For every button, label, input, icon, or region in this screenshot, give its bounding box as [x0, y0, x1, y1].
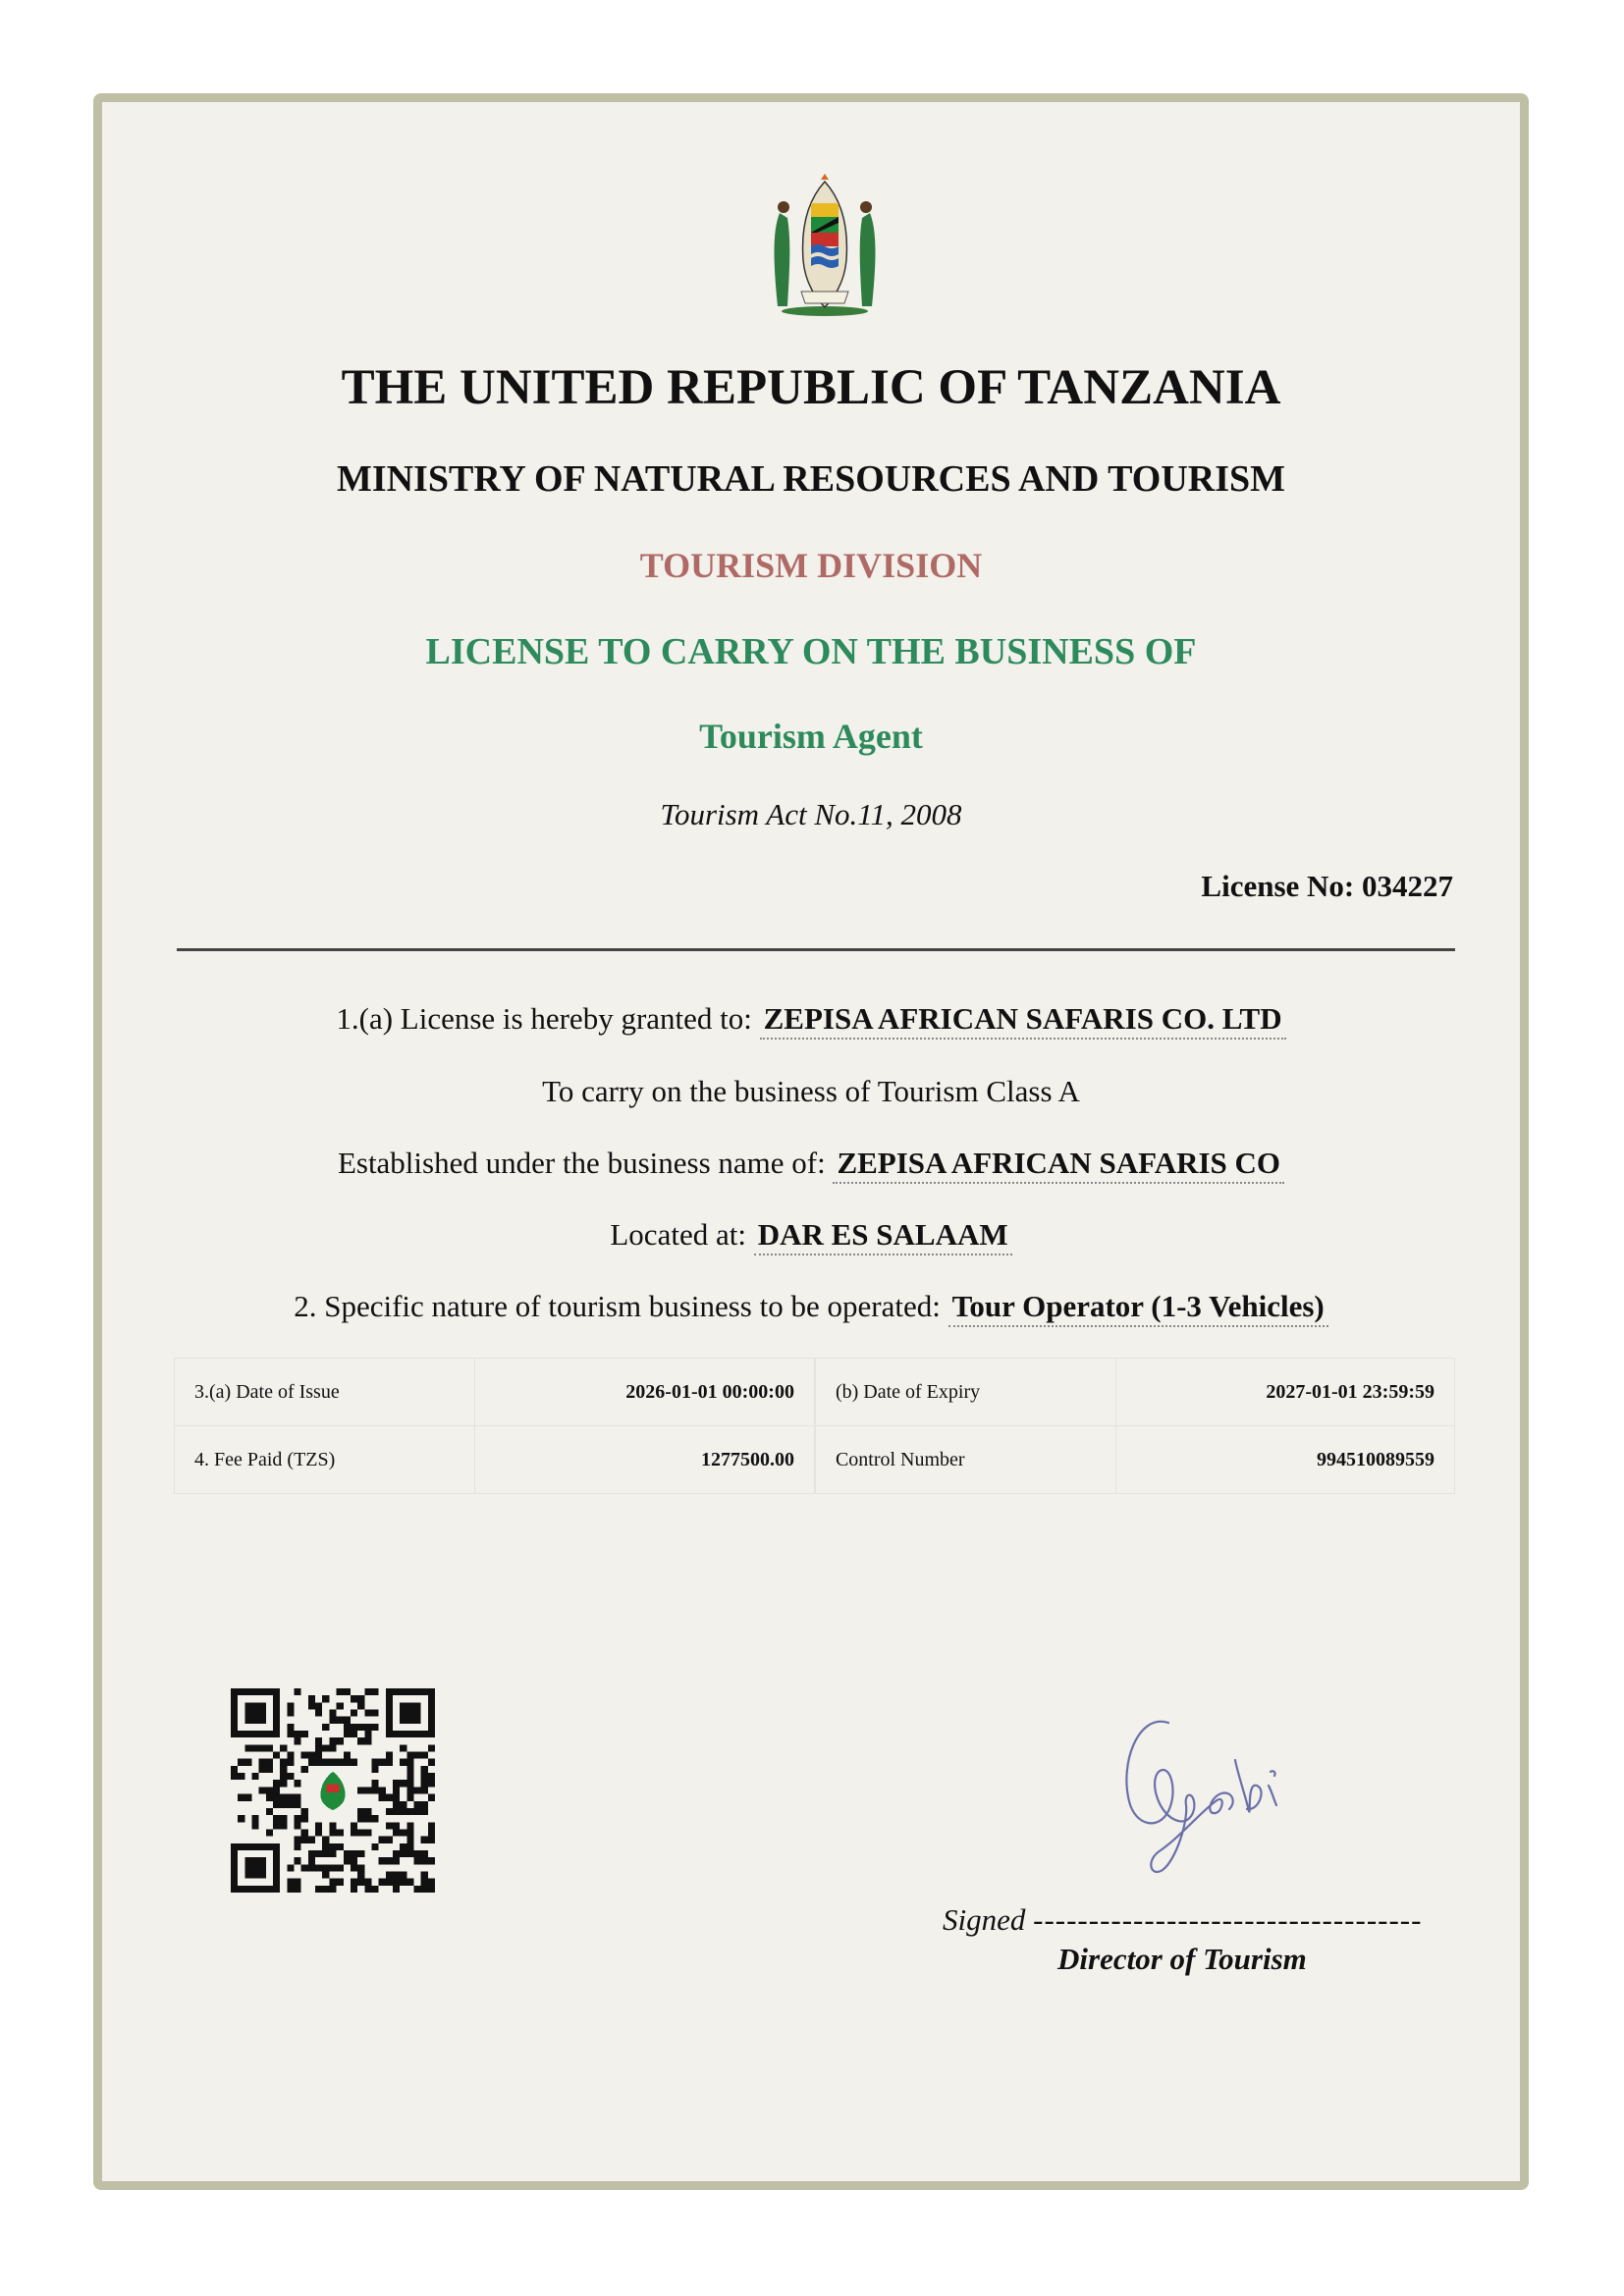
business-name-value: ZEPISA AFRICAN SAFARIS CO	[833, 1146, 1284, 1184]
license-details-table	[174, 1358, 1455, 1494]
table-row	[175, 1426, 1455, 1494]
ministry-title: MINISTRY OF NATURAL RESOURCES AND TOURISM	[336, 458, 1286, 500]
table-row	[175, 1359, 1455, 1426]
fee-paid-label: 4. Fee Paid (TZS)	[175, 1426, 475, 1494]
business-name-label: Established under the business name of:	[337, 1146, 826, 1180]
qr-code-icon[interactable]	[231, 1688, 435, 1893]
date-of-issue-label: 3.(a) Date of Issue	[175, 1359, 475, 1426]
signature-line: -----------------------------------	[1033, 1902, 1423, 1937]
location-line	[93, 1217, 1529, 1253]
license-title: LICENSE TO CARRY ON THE BUSINESS OF	[425, 631, 1197, 672]
country-title: THE UNITED REPUBLIC OF TANZANIA	[341, 360, 1281, 415]
business-class-text: To carry on the business of Tourism Class A	[542, 1074, 1080, 1108]
business-name-line	[93, 1146, 1529, 1181]
nature-value: Tour Operator (1-3 Vehicles)	[948, 1289, 1328, 1327]
nature-label: 2. Specific nature of tourism business to be operated:	[294, 1289, 941, 1323]
granted-to-value: ZEPISA AFRICAN SAFARIS CO. LTD	[760, 1001, 1286, 1040]
nature-line	[93, 1289, 1529, 1324]
location-label: Located at:	[610, 1217, 746, 1252]
fee-paid-value: 1277500.00	[475, 1426, 815, 1494]
control-number-label: Control Number	[815, 1426, 1115, 1494]
coat-of-arms-icon	[762, 174, 888, 317]
date-of-expiry-value: 2027-01-01 23:59:59	[1115, 1359, 1454, 1426]
signed-line	[943, 1902, 1422, 1938]
signed-label: Signed	[943, 1902, 1026, 1937]
signature-icon	[1100, 1703, 1296, 1890]
date-of-expiry-label: (b) Date of Expiry	[815, 1359, 1115, 1426]
control-number-value: 994510089559	[1115, 1426, 1454, 1494]
granted-line	[93, 1001, 1529, 1037]
location-value: DAR ES SALAAM	[754, 1217, 1012, 1255]
division-title: TOURISM DIVISION	[639, 546, 983, 585]
divider	[177, 948, 1455, 951]
business-type: Tourism Agent	[699, 717, 923, 756]
act-reference: Tourism Act No.11, 2008	[660, 797, 962, 831]
business-class-line	[93, 1074, 1529, 1109]
license-number: License No: 034227	[1201, 869, 1453, 903]
date-of-issue-value: 2026-01-01 00:00:00	[475, 1359, 815, 1426]
granted-label: 1.(a) License is hereby granted to:	[336, 1001, 752, 1036]
signatory-title: Director of Tourism	[1057, 1942, 1307, 1976]
